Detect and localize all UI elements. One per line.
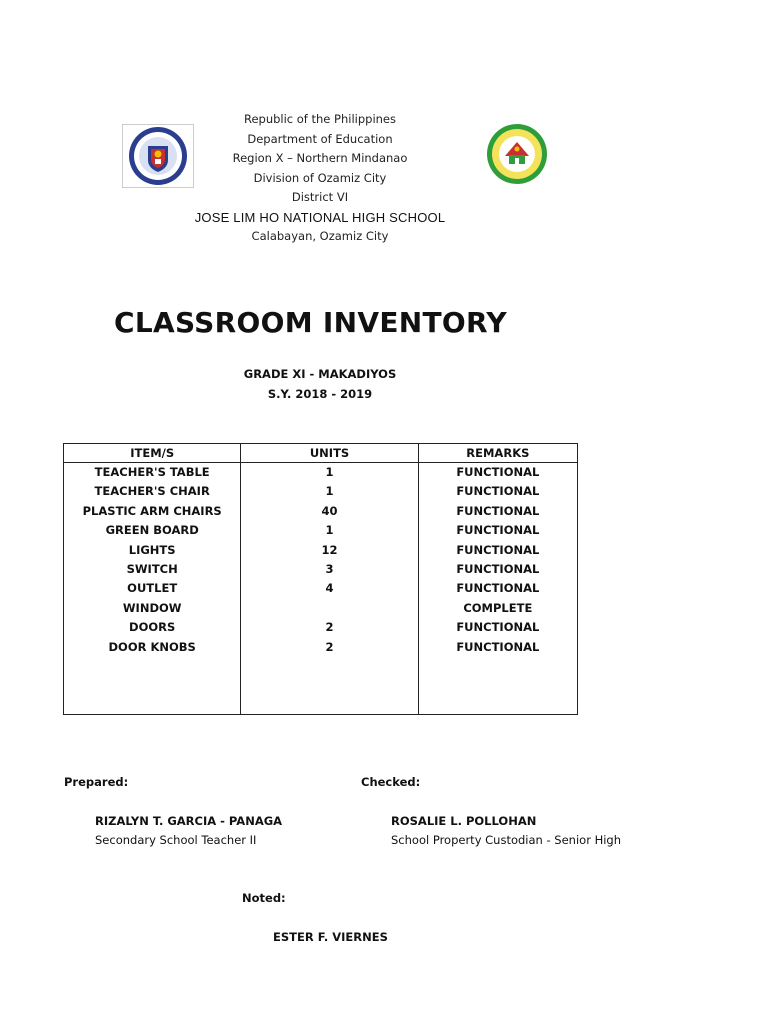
- page-title: CLASSROOM INVENTORY: [114, 306, 507, 339]
- table-row: [64, 463, 578, 483]
- remarks-cell: FUNCTIONAL: [418, 482, 577, 501]
- table-row: [64, 638, 578, 657]
- units-cell: 12: [241, 541, 418, 560]
- item-cell: PLASTIC ARM CHAIRS: [64, 502, 241, 521]
- table-empty-space: [64, 657, 578, 714]
- header-line-district: District VI: [291, 190, 349, 205]
- item-cell: SWITCH: [64, 560, 241, 579]
- remarks-cell: FUNCTIONAL: [418, 579, 577, 598]
- column-header-units: UNITS: [241, 444, 418, 463]
- grade-section: GRADE XI - MAKADIYOS: [243, 367, 397, 381]
- units-cell: [241, 599, 418, 618]
- table-row: [64, 579, 578, 598]
- item-cell: TEACHER'S CHAIR: [64, 482, 241, 501]
- empty-cell: [241, 657, 418, 714]
- empty-cell: [418, 657, 577, 714]
- school-address: Calabayan, Ozamiz City: [251, 228, 389, 243]
- item-cell: WINDOW: [64, 599, 241, 618]
- noted-label: Noted:: [242, 891, 286, 905]
- item-cell: GREEN BOARD: [64, 521, 241, 540]
- noted-name: ESTER F. VIERNES: [273, 930, 388, 944]
- table-row: [64, 560, 578, 579]
- units-cell: 1: [241, 521, 418, 540]
- remarks-cell: FUNCTIONAL: [418, 463, 577, 483]
- table-header-row: [64, 444, 578, 463]
- checked-position: School Property Custodian - Senior High: [391, 833, 622, 847]
- letterhead: [0, 110, 640, 247]
- item-cell: DOOR KNOBS: [64, 638, 241, 657]
- item-cell: OUTLET: [64, 579, 241, 598]
- units-cell: 1: [241, 463, 418, 483]
- remarks-cell: FUNCTIONAL: [418, 618, 577, 637]
- table-row: [64, 482, 578, 501]
- checked-name: ROSALIE L. POLLOHAN: [391, 814, 537, 828]
- table-row: [64, 618, 578, 637]
- units-cell: 2: [241, 638, 418, 657]
- prepared-name: RIZALYN T. GARCIA - PANAGA: [95, 814, 283, 828]
- table-row: [64, 541, 578, 560]
- remarks-cell: FUNCTIONAL: [418, 541, 577, 560]
- units-cell: 2: [241, 618, 418, 637]
- empty-cell: [64, 657, 241, 714]
- prepared-label: Prepared:: [64, 775, 129, 789]
- units-cell: 40: [241, 502, 418, 521]
- item-cell: TEACHER'S TABLE: [64, 463, 241, 483]
- inventory-table: [63, 443, 578, 715]
- remarks-cell: FUNCTIONAL: [418, 502, 577, 521]
- header-line-region: Region X – Northern Mindanao: [232, 151, 408, 166]
- remarks-cell: FUNCTIONAL: [418, 638, 577, 657]
- column-header-items: ITEM/S: [64, 444, 241, 463]
- units-cell: 1: [241, 482, 418, 501]
- header-line-department: Department of Education: [247, 131, 393, 146]
- school-year: S.Y. 2018 - 2019: [267, 387, 373, 401]
- checked-label: Checked:: [361, 775, 421, 789]
- item-cell: DOORS: [64, 618, 241, 637]
- remarks-cell: FUNCTIONAL: [418, 560, 577, 579]
- table-row: [64, 502, 578, 521]
- header-line-republic: Republic of the Philippines: [243, 112, 397, 126]
- units-cell: 4: [241, 579, 418, 598]
- prepared-position: Secondary School Teacher II: [95, 833, 257, 847]
- remarks-cell: FUNCTIONAL: [418, 521, 577, 540]
- header-line-division: Division of Ozamiz City: [253, 170, 387, 185]
- school-name: JOSE LIM HO NATIONAL HIGH SCHOOL: [194, 209, 446, 225]
- column-header-remarks: REMARKS: [418, 444, 577, 463]
- remarks-cell: COMPLETE: [418, 599, 577, 618]
- item-cell: LIGHTS: [64, 541, 241, 560]
- table-row: [64, 599, 578, 618]
- units-cell: 3: [241, 560, 418, 579]
- table-row: [64, 521, 578, 540]
